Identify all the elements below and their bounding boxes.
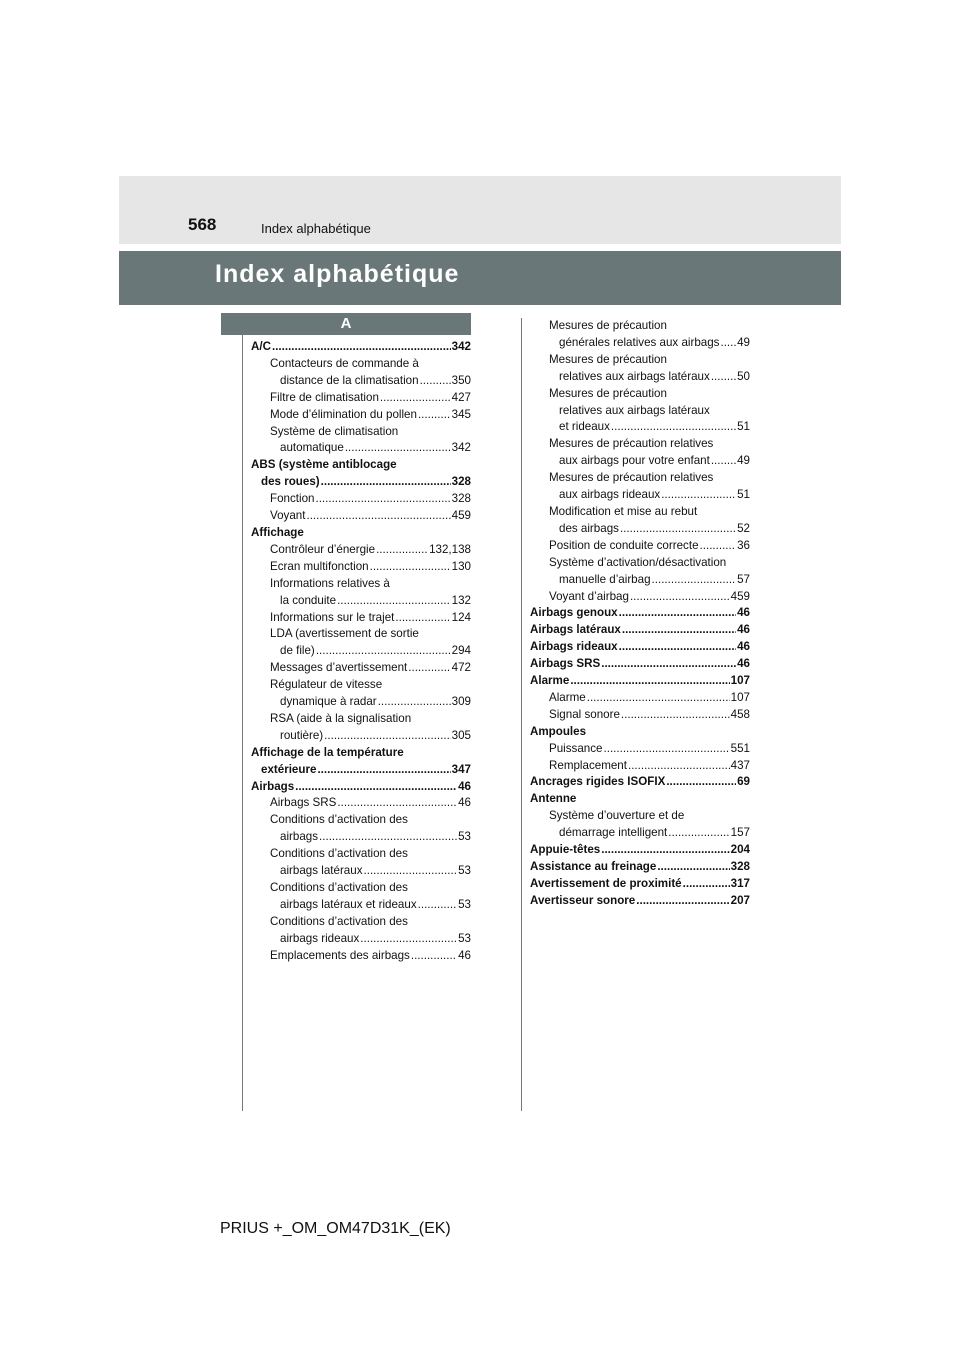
- index-entry-text: Ecran multifonction: [270, 559, 369, 573]
- index-entry-page: 46: [737, 623, 750, 637]
- index-entry-text: Alarme: [549, 690, 586, 704]
- dot-leader: [420, 373, 451, 390]
- index-entry-page: 132: [451, 593, 471, 607]
- dot-leader: [317, 762, 450, 779]
- index-entry-text: Avertissement de proximité: [530, 876, 682, 890]
- index-entry-page: 328: [451, 475, 471, 489]
- dot-leader: [720, 335, 736, 352]
- index-entry-page: 328: [451, 492, 471, 506]
- dot-leader: [295, 779, 457, 796]
- index-entry: [530, 859, 750, 876]
- index-entry: [251, 339, 471, 356]
- index-entry-page: 69: [737, 775, 750, 789]
- index-entry: [251, 626, 471, 660]
- footer-document-code: PRIUS +_OM_OM47D31K_(EK): [220, 1220, 451, 1237]
- index-entry-text: Voyant: [270, 509, 306, 523]
- dot-leader: [604, 741, 730, 758]
- dot-leader: [636, 893, 729, 910]
- index-entry-text: RSA (aide à la signalisation: [270, 711, 412, 725]
- page-number: 568: [188, 215, 217, 234]
- dot-leader: [622, 622, 736, 639]
- index-entry-text: Antenne: [530, 792, 577, 806]
- index-entry: [530, 436, 750, 470]
- running-title: Index alphabétique: [261, 221, 371, 236]
- index-column-2: [530, 318, 750, 910]
- index-entry: [530, 318, 750, 352]
- index-entry-page: 46: [737, 640, 750, 654]
- index-entry-page: 46: [458, 796, 471, 810]
- title-band: [119, 251, 841, 305]
- index-entry-text: distance de la climatisation: [280, 373, 419, 387]
- index-entry: [251, 846, 471, 880]
- dot-leader: [337, 795, 457, 812]
- index-entry: [530, 504, 750, 538]
- index-entry: [251, 779, 471, 796]
- index-entry-text: routière): [280, 728, 324, 742]
- index-entry-page: 49: [737, 454, 750, 468]
- index-entry: [251, 542, 471, 559]
- dot-leader: [683, 876, 730, 893]
- index-entry-text: aux airbags pour votre enfant: [559, 454, 710, 468]
- index-entry-text: Mesures de précaution: [549, 319, 667, 332]
- index-entry: [251, 745, 471, 779]
- index-entry-page: 427: [451, 390, 471, 404]
- dot-leader: [408, 660, 450, 677]
- index-entry-page: 57: [737, 572, 750, 586]
- index-entry: [251, 525, 471, 542]
- index-entry-page: 472: [451, 661, 471, 675]
- index-entry-text: la conduite: [280, 593, 337, 607]
- index-entry: [251, 660, 471, 677]
- index-entry-text: Filtre de climatisation: [270, 390, 379, 404]
- dot-leader: [601, 656, 736, 673]
- index-entry: [530, 622, 750, 639]
- index-entry-text: relatives aux airbags latéraux: [559, 403, 710, 417]
- index-entry-text: Conditions d’activation des: [270, 847, 408, 861]
- dot-leader: [587, 690, 730, 707]
- index-entry: [530, 352, 750, 386]
- index-entry-text: Puissance: [549, 741, 603, 755]
- index-entry-text: Airbags SRS: [270, 796, 337, 810]
- dot-leader: [711, 369, 736, 386]
- index-entry: [530, 774, 750, 791]
- index-entry-text: Contacteurs de commande à: [270, 356, 419, 370]
- dot-leader: [652, 572, 737, 589]
- index-entry-text: aux airbags rideaux: [559, 488, 661, 502]
- index-entry-text: Appuie-têtes: [530, 843, 601, 857]
- index-entry: [530, 758, 750, 775]
- index-entry-text: manuelle d’airbag: [559, 572, 651, 586]
- dot-leader: [418, 897, 457, 914]
- index-entry: [251, 559, 471, 576]
- dot-leader: [666, 774, 736, 791]
- index-entry-text: Informations relatives à: [270, 576, 390, 590]
- dot-leader: [324, 728, 450, 745]
- dot-leader: [668, 825, 729, 842]
- dot-leader: [570, 673, 729, 690]
- index-entry: [251, 491, 471, 508]
- index-entry: [530, 741, 750, 758]
- index-entry-text: Airbags rideaux: [530, 640, 618, 654]
- index-entry: [530, 842, 750, 859]
- index-entry-text: Assistance au freinage: [530, 860, 657, 873]
- index-entry: [251, 356, 471, 390]
- index-entry: [530, 538, 750, 555]
- dot-leader: [272, 339, 451, 356]
- index-entry: [530, 707, 750, 724]
- index-entry-text: Informations sur le trajet: [270, 610, 395, 624]
- page-title: Index alphabétique: [215, 260, 460, 288]
- index-entry: [251, 508, 471, 525]
- index-entry-text: automatique: [280, 441, 344, 455]
- index-entry: [530, 724, 750, 741]
- index-entry: [251, 795, 471, 812]
- index-entry-page: 458: [730, 707, 750, 721]
- dot-leader: [661, 487, 736, 504]
- index-entry: [251, 677, 471, 711]
- dot-leader: [621, 707, 730, 724]
- index-entry-page: 204: [730, 843, 750, 857]
- index-entry-page: 46: [737, 606, 750, 620]
- index-entry-text: des roues): [261, 475, 320, 489]
- index-entry-page: 294: [451, 644, 471, 658]
- dot-leader: [418, 407, 451, 424]
- index-entry-page: 132,138: [429, 542, 471, 556]
- index-entry-text: Emplacements des airbags: [270, 948, 410, 962]
- dot-leader: [619, 639, 736, 656]
- index-entry-text: Airbags: [251, 779, 295, 793]
- index-entry-text: airbags latéraux et rideaux: [280, 897, 417, 911]
- index-entry: [251, 390, 471, 407]
- column-divider-left: [242, 335, 243, 1111]
- dot-leader: [628, 758, 730, 775]
- index-entry: [251, 457, 471, 491]
- dot-leader: [611, 419, 736, 436]
- index-entry-text: extérieure: [261, 762, 317, 776]
- index-entry-page: 36: [737, 538, 750, 552]
- index-entry-text: dynamique à radar: [280, 695, 377, 709]
- index-entry-text: Position de conduite correcte: [549, 538, 699, 552]
- dot-leader: [315, 491, 450, 508]
- index-entry-page: 342: [451, 340, 471, 353]
- index-entry-page: 124: [451, 610, 471, 624]
- index-entry: [251, 880, 471, 914]
- dot-leader: [319, 829, 457, 846]
- index-entry-text: Mesures de précaution relatives: [549, 437, 714, 451]
- index-entry-text: Système d’activation/désactivation: [549, 555, 727, 569]
- index-entry: [251, 407, 471, 424]
- index-entry: [251, 948, 471, 965]
- index-entry-text: Airbags genoux: [530, 606, 618, 620]
- index-entry-page: 50: [737, 369, 750, 383]
- index-entry-text: et rideaux: [559, 420, 610, 434]
- index-entry-page: 459: [451, 509, 471, 523]
- dot-leader: [360, 931, 457, 948]
- index-entry: [251, 610, 471, 627]
- index-entry: [251, 812, 471, 846]
- dot-leader: [411, 948, 457, 965]
- dot-leader: [337, 593, 451, 610]
- index-column-1: [251, 339, 471, 965]
- index-entry-page: 328: [730, 860, 750, 873]
- index-entry-text: Messages d’avertissement: [270, 661, 408, 675]
- index-entry: [530, 808, 750, 842]
- index-entry-text: Système d’ouverture et de: [549, 809, 685, 823]
- index-entry-page: 107: [730, 674, 750, 688]
- dot-leader: [321, 474, 451, 491]
- index-entry-text: Avertisseur sonore: [530, 893, 636, 907]
- dot-leader: [630, 589, 730, 606]
- index-entry-page: 130: [451, 559, 471, 573]
- index-entry-text: de file): [280, 644, 315, 658]
- index-entry-text: ABS (système antiblocage: [251, 458, 397, 472]
- dot-leader: [345, 440, 451, 457]
- index-entry: [530, 589, 750, 606]
- index-entry-page: 46: [458, 779, 471, 793]
- index-entry-text: A/C: [251, 340, 271, 353]
- index-entry-text: Conditions d’activation des: [270, 914, 408, 928]
- index-entry: [530, 791, 750, 808]
- index-entry-text: Mesures de précaution: [549, 352, 667, 366]
- index-entry: [530, 876, 750, 893]
- index-entry: [530, 470, 750, 504]
- index-entry-page: 551: [730, 741, 750, 755]
- dot-leader: [378, 694, 451, 711]
- index-entry: [530, 639, 750, 656]
- index-entry-page: 305: [451, 728, 471, 742]
- dot-leader: [657, 859, 729, 876]
- dot-leader: [376, 542, 428, 559]
- index-entry-text: airbags: [280, 830, 319, 844]
- index-entry-text: Système de climatisation: [270, 424, 399, 438]
- index-entry-page: 437: [730, 758, 750, 772]
- dot-leader: [380, 390, 451, 407]
- index-entry-text: Airbags SRS: [530, 657, 601, 671]
- index-entry: [530, 893, 750, 910]
- index-entry: [530, 605, 750, 622]
- index-entry-text: Mode d’élimination du pollen: [270, 407, 417, 421]
- index-entry: [530, 656, 750, 673]
- index-entry-page: 49: [737, 335, 750, 349]
- index-entry-text: LDA (avertissement de sortie: [270, 627, 419, 641]
- index-entry-page: 107: [730, 690, 750, 704]
- index-entry-text: Conditions d’activation des: [270, 813, 408, 827]
- index-entry-page: 46: [458, 948, 471, 962]
- index-entry-text: Fonction: [270, 492, 315, 506]
- index-entry-page: 46: [737, 657, 750, 671]
- index-entry-page: 53: [458, 864, 471, 878]
- dot-leader: [316, 643, 451, 660]
- index-entry-page: 207: [730, 893, 750, 907]
- index-entry-text: Alarme: [530, 674, 570, 688]
- index-entry-text: Contrôleur d’énergie: [270, 542, 376, 556]
- index-entry-page: 52: [737, 521, 750, 535]
- index-entry-text: Conditions d’activation des: [270, 881, 408, 894]
- index-entry-text: Régulateur de vitesse: [270, 678, 383, 692]
- index-entry-text: Ampoules: [530, 724, 587, 738]
- index-entry-page: 53: [458, 830, 471, 844]
- dot-leader: [370, 559, 451, 576]
- dot-leader: [619, 605, 736, 622]
- index-entry-page: 345: [451, 407, 471, 421]
- column-divider-middle: [521, 318, 522, 1111]
- index-entry-page: 309: [451, 695, 471, 709]
- index-entry-text: des airbags: [559, 521, 619, 535]
- index-entry-text: Voyant d’airbag: [549, 589, 629, 603]
- index-entry-text: airbags latéraux: [280, 864, 363, 878]
- index-entry-page: 350: [451, 373, 471, 387]
- index-entry-text: démarrage intelligent: [559, 826, 668, 840]
- dot-leader: [306, 508, 450, 525]
- index-entry-page: 347: [451, 762, 471, 776]
- index-entry-text: Modification et mise au rebut: [549, 504, 698, 518]
- index-entry: [251, 914, 471, 948]
- index-entry-page: 459: [730, 589, 750, 603]
- dot-leader: [601, 842, 729, 859]
- index-entry: [251, 576, 471, 610]
- index-entry-text: Airbags latéraux: [530, 623, 621, 637]
- index-entry-text: Remplacement: [549, 758, 627, 772]
- section-letter-bar: A: [221, 313, 471, 335]
- index-entry-text: Ancrages rigides ISOFIX: [530, 775, 666, 789]
- index-entry: [251, 711, 471, 745]
- index-entry: [530, 555, 750, 589]
- index-entry-text: Affichage de la température: [251, 745, 404, 759]
- dot-leader: [395, 610, 450, 627]
- index-entry: [251, 424, 471, 458]
- index-entry-page: 317: [730, 876, 750, 890]
- header-band: [119, 176, 841, 244]
- index-entry: [530, 673, 750, 690]
- dot-leader: [700, 538, 737, 555]
- index-entry-text: Mesures de précaution: [549, 386, 667, 400]
- index-entry-page: 51: [737, 488, 750, 502]
- index-entry-page: 51: [737, 420, 750, 434]
- index-entry-text: générales relatives aux airbags: [559, 335, 720, 349]
- dot-leader: [711, 453, 736, 470]
- index-entry-text: Signal sonore: [549, 707, 620, 721]
- index-entry: [530, 690, 750, 707]
- index-entry-page: 342: [451, 441, 471, 455]
- dot-leader: [364, 863, 458, 880]
- index-entry-text: Mesures de précaution relatives: [549, 471, 714, 485]
- index-entry-text: airbags rideaux: [280, 931, 360, 945]
- index-entry-page: 53: [458, 931, 471, 945]
- index-entry-text: Affichage: [251, 525, 304, 539]
- dot-leader: [620, 521, 736, 538]
- index-entry-page: 157: [730, 826, 750, 840]
- index-entry-text: relatives aux airbags latéraux: [559, 369, 710, 383]
- index-entry: [530, 386, 750, 437]
- index-entry-page: 53: [458, 897, 471, 911]
